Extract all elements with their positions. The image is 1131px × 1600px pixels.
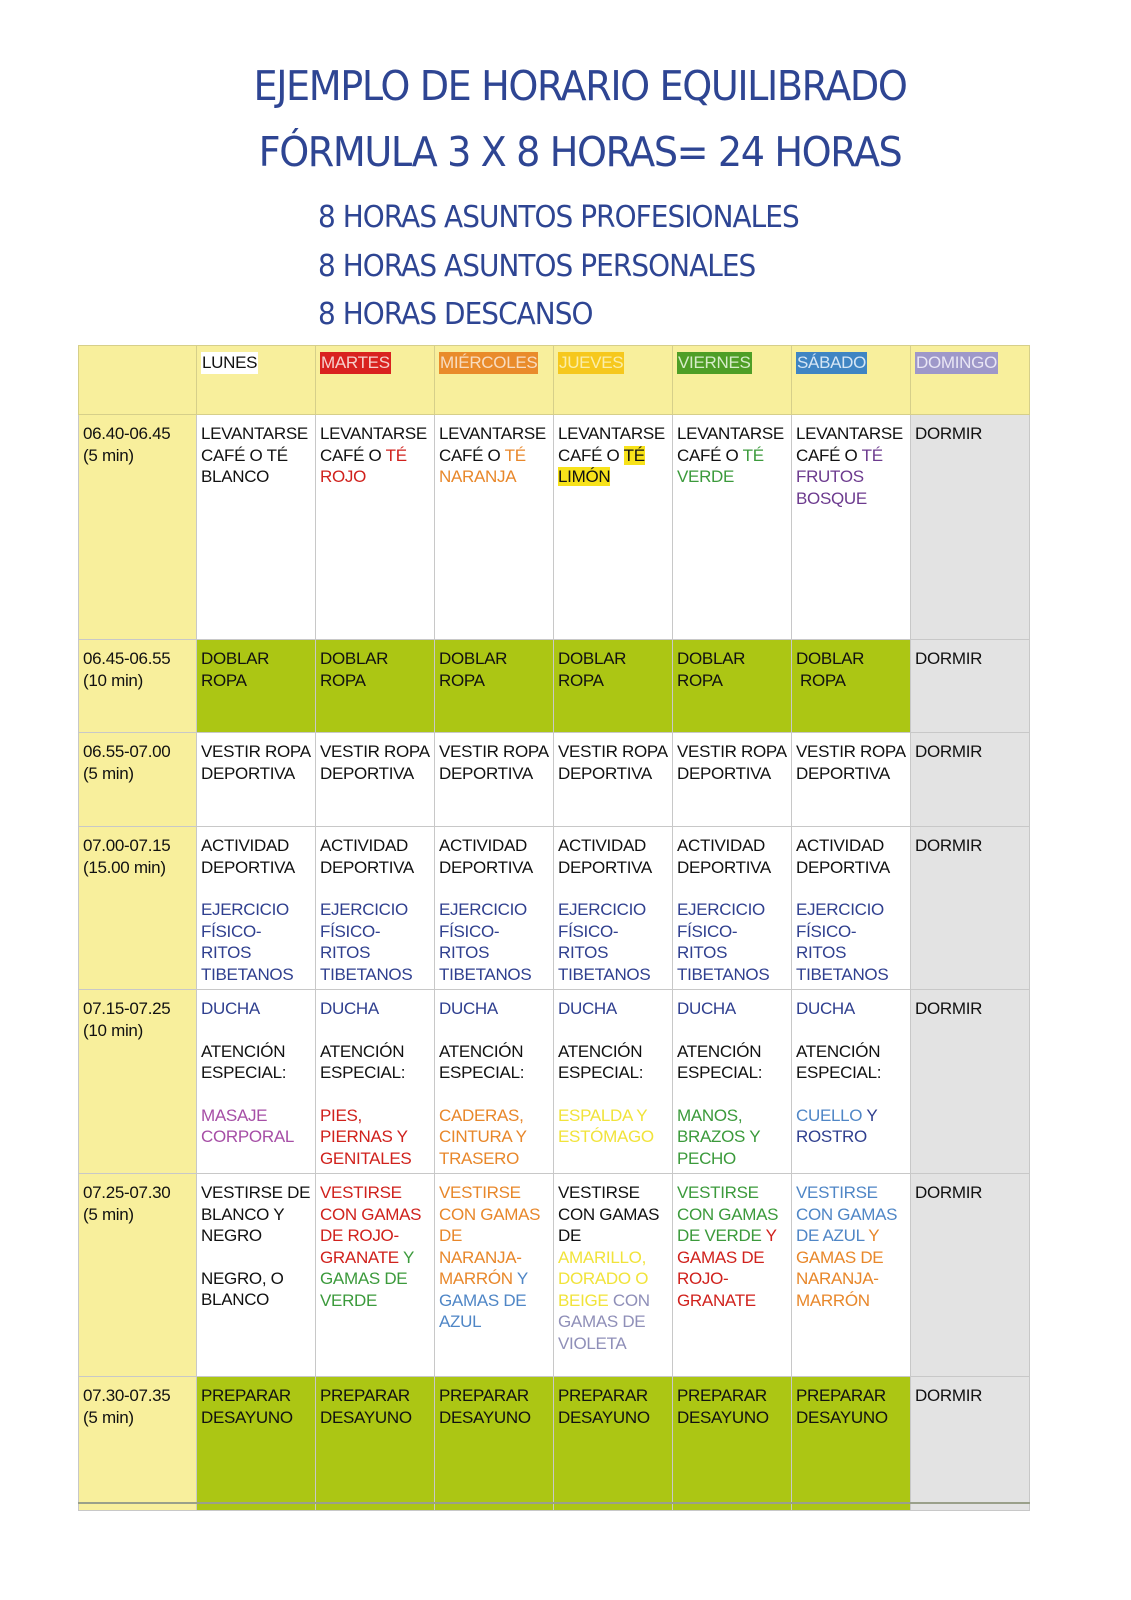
day-header-miercoles	[435, 346, 554, 415]
dress-text: BLANCO Y	[201, 1204, 285, 1224]
exercise-text: FÍSICO-RITOS	[796, 921, 857, 962]
exercise-text: EJERCICIO	[201, 900, 289, 919]
day-label: MIÉRCOLES	[440, 353, 538, 372]
dress-text: GAMAS DE	[796, 1247, 884, 1267]
activity-text: DESAYUNO	[201, 1407, 293, 1427]
activity-cell	[792, 640, 911, 733]
activity-text: CAFÉ O	[558, 445, 624, 465]
table-row	[79, 1377, 1030, 1511]
tea-type: FRUTOS	[796, 467, 864, 486]
activity-text: ROPA	[201, 670, 247, 690]
activity-cell	[554, 990, 673, 1174]
exercise-text: EJERCICIO	[796, 900, 884, 919]
activity-text: DEPORTIVA	[439, 857, 533, 877]
exercise-text: FÍSICO-RITOS	[201, 921, 262, 962]
activity-text: DOBLAR	[796, 649, 865, 668]
day-header-jueves	[554, 346, 673, 415]
dress-text: VESTIRSE	[320, 1183, 402, 1202]
dress-text: GRANATE	[320, 1247, 399, 1267]
activity-text: DESAYUNO	[677, 1407, 769, 1427]
activity-text: PREPARAR	[320, 1386, 410, 1405]
corner-cell	[79, 346, 197, 415]
day-label: DOMINGO	[916, 353, 998, 372]
focus-text: BRAZOS Y	[677, 1127, 761, 1146]
header-row	[79, 346, 1030, 415]
time-cell	[79, 990, 197, 1174]
exercise-text: FÍSICO-RITOS	[677, 921, 738, 962]
activity-cell	[554, 827, 673, 990]
tea-type: NARANJA	[439, 467, 517, 486]
focus-text: Y	[862, 1105, 878, 1125]
dress-text: VIOLETA	[558, 1333, 627, 1353]
activity-text: ROPA	[439, 670, 485, 690]
activity-cell	[316, 1377, 435, 1511]
activity-text: DEPORTIVA	[439, 763, 533, 783]
attention-text: ESPECIAL:	[320, 1063, 406, 1082]
activity-cell	[673, 1174, 792, 1377]
dress-text: AMARILLO,	[558, 1247, 646, 1267]
dress-text: CON GAMAS	[796, 1204, 898, 1224]
activity-text: LEVANTARSE	[439, 424, 546, 443]
attention-text: ATENCIÓN	[796, 1041, 881, 1061]
activity-text: ROPA	[320, 670, 366, 690]
hours-item-rest: 8 HORAS DESCANSO	[318, 297, 593, 332]
attention-text: ESPECIAL:	[439, 1063, 525, 1082]
time-cell	[79, 1377, 197, 1511]
sunday-cell: DORMIR	[911, 827, 1030, 990]
dress-text: CON GAMAS	[439, 1204, 541, 1224]
sunday-cell: DORMIR	[911, 733, 1030, 827]
table-row	[79, 1174, 1030, 1377]
activity-text: CAFÉ O	[796, 445, 862, 465]
duration: (10 min)	[83, 1020, 143, 1040]
attention-text: ATENCIÓN	[677, 1041, 762, 1061]
dress-text: NARANJA-	[796, 1269, 879, 1288]
dress-text: DE NARANJA-	[439, 1226, 522, 1267]
attention-text: ESPECIAL:	[558, 1063, 644, 1082]
dress-text: NEGRO	[201, 1226, 262, 1245]
shower-text: DUCHA	[558, 999, 617, 1018]
exercise-text: TIBETANOS	[320, 964, 413, 984]
activity-text: ACTIVIDAD	[201, 836, 289, 855]
focus-text: PIERNAS Y	[320, 1127, 408, 1146]
schedule-table	[78, 345, 1030, 1511]
time-range: 06.45-06.55	[83, 649, 171, 668]
activity-text: LEVANTARSE	[677, 424, 784, 443]
focus-text: MANOS,	[677, 1105, 743, 1125]
dress-text: DE VERDE	[677, 1226, 762, 1245]
tea-type: ROJO	[320, 467, 367, 486]
activity-cell	[435, 990, 554, 1174]
dress-text: CON GAMAS	[558, 1204, 660, 1224]
activity-text: DEPORTIVA	[796, 763, 890, 783]
shower-text: DUCHA	[677, 999, 736, 1018]
exercise-text: EJERCICIO	[677, 900, 765, 919]
focus-text: CORPORAL	[201, 1127, 295, 1146]
activity-cell	[197, 990, 316, 1174]
activity-text: DEPORTIVA	[201, 763, 295, 783]
focus-text: ESTÓMAGO	[558, 1127, 654, 1146]
duration: (10 min)	[83, 670, 143, 690]
dress-text: GRANATE	[677, 1290, 756, 1310]
activity-text: DOBLAR	[201, 649, 270, 668]
focus-text: PIES,	[320, 1105, 362, 1125]
activity-text: DEPORTIVA	[558, 763, 652, 783]
day-header-sabado	[792, 346, 911, 415]
day-header-viernes	[673, 346, 792, 415]
day-header-lunes	[197, 346, 316, 415]
dress-text: DORADO O	[558, 1269, 649, 1288]
time-cell	[79, 827, 197, 990]
activity-cell	[435, 1377, 554, 1511]
tea-type: LIMÓN	[558, 467, 611, 486]
activity-cell	[792, 415, 911, 640]
activity-text: PREPARAR	[439, 1386, 529, 1405]
attention-text: ATENCIÓN	[439, 1041, 524, 1061]
focus-text: TRASERO	[439, 1148, 520, 1168]
activity-cell	[435, 733, 554, 827]
day-header-martes	[316, 346, 435, 415]
activity-cell	[316, 1174, 435, 1377]
activity-cell	[197, 1377, 316, 1511]
dress-text: GAMAS DE	[677, 1247, 765, 1267]
dress-text: CON	[608, 1290, 650, 1310]
activity-cell	[316, 990, 435, 1174]
day-label: SÁBADO	[797, 353, 867, 372]
activity-cell	[316, 415, 435, 640]
dress-text: Y	[761, 1226, 777, 1245]
day-header-domingo	[911, 346, 1030, 415]
dress-text: CON GAMAS	[677, 1204, 779, 1224]
day-label: JUEVES	[559, 353, 624, 372]
activity-text: DOBLAR	[439, 649, 508, 668]
focus-text: CUELLO	[796, 1105, 863, 1125]
duration: (5 min)	[83, 445, 134, 465]
activity-cell	[792, 733, 911, 827]
activity-cell	[673, 415, 792, 640]
tea-text: TÉ	[266, 445, 288, 465]
activity-cell	[792, 1377, 911, 1511]
hours-item-professional: 8 HORAS ASUNTOS PROFESIONALES	[318, 200, 799, 235]
dress-text: AZUL	[439, 1312, 482, 1331]
activity-text: CAFÉ O	[320, 445, 386, 465]
activity-cell	[792, 1174, 911, 1377]
activity-cell	[435, 415, 554, 640]
time-range: 07.15-07.25	[83, 999, 171, 1018]
activity-cell	[316, 733, 435, 827]
activity-text: VESTIR ROPA	[201, 742, 311, 761]
focus-text: GENITALES	[320, 1148, 412, 1168]
activity-cell	[435, 827, 554, 990]
tea-text: TÉ	[385, 445, 407, 465]
activity-cell	[197, 640, 316, 733]
table-row	[79, 990, 1030, 1174]
activity-cell	[554, 1174, 673, 1377]
activity-text: ACTIVIDAD	[439, 836, 527, 855]
activity-text: CAFÉ O	[439, 445, 505, 465]
exercise-text: EJERCICIO	[320, 900, 408, 919]
time-cell	[79, 733, 197, 827]
activity-text: DOBLAR	[320, 649, 389, 668]
activity-cell	[792, 990, 911, 1174]
activity-text: DOBLAR	[677, 649, 746, 668]
attention-text: ATENCIÓN	[201, 1041, 286, 1061]
sunday-cell: DORMIR	[911, 640, 1030, 733]
dress-text: Y	[864, 1226, 880, 1245]
activity-text: DESAYUNO	[796, 1407, 888, 1427]
time-range: 07.00-07.15	[83, 836, 171, 855]
activity-text: LEVANTARSE	[558, 424, 665, 443]
activity-text: VESTIR ROPA	[677, 742, 787, 761]
activity-cell	[197, 733, 316, 827]
activity-cell	[554, 1377, 673, 1511]
activity-text: VESTIR ROPA	[439, 742, 549, 761]
shower-text: DUCHA	[320, 999, 379, 1018]
focus-text: MASAJE	[201, 1105, 268, 1125]
focus-text: ESPALDA Y	[558, 1105, 648, 1125]
duration: (5 min)	[83, 763, 134, 783]
activity-text: VESTIR ROPA	[796, 742, 906, 761]
dress-text: GAMAS DE	[439, 1290, 527, 1310]
tea-text: TÉ	[742, 445, 764, 465]
attention-text: ATENCIÓN	[558, 1041, 643, 1061]
activity-cell	[435, 1174, 554, 1377]
activity-text: PREPARAR	[201, 1386, 291, 1405]
activity-cell	[673, 733, 792, 827]
day-label: MARTES	[321, 353, 390, 372]
exercise-text: EJERCICIO	[558, 900, 646, 919]
attention-text: ESPECIAL:	[796, 1063, 882, 1082]
exercise-text: FÍSICO-RITOS	[558, 921, 619, 962]
activity-cell	[197, 827, 316, 990]
dress-text: MARRÓN	[796, 1290, 870, 1310]
activity-text: DEPORTIVA	[796, 857, 890, 877]
activity-cell	[554, 415, 673, 640]
table-row	[79, 415, 1030, 640]
activity-text: PREPARAR	[677, 1386, 767, 1405]
activity-text: ROPA	[558, 670, 604, 690]
exercise-text: TIBETANOS	[558, 964, 651, 984]
activity-cell	[316, 827, 435, 990]
sunday-cell: DORMIR	[911, 1174, 1030, 1377]
duration: (15.00 min)	[83, 857, 166, 877]
time-range: 06.55-07.00	[83, 742, 171, 761]
activity-cell	[673, 990, 792, 1174]
time-range: 07.30-07.35	[83, 1386, 171, 1405]
exercise-text: TIBETANOS	[796, 964, 889, 984]
time-cell	[79, 640, 197, 733]
activity-cell	[673, 640, 792, 733]
activity-text: DEPORTIVA	[677, 763, 771, 783]
focus-text: CADERAS,	[439, 1105, 524, 1125]
activity-text: VESTIR ROPA	[558, 742, 668, 761]
duration: (5 min)	[83, 1204, 134, 1224]
page-title: EJEMPLO DE HORARIO EQUILIBRADO	[253, 62, 907, 110]
dress-text: DE	[558, 1226, 582, 1245]
focus-text: ROSTRO	[796, 1127, 867, 1146]
activity-text: DEPORTIVA	[201, 857, 295, 877]
shower-text: DUCHA	[796, 999, 855, 1018]
dress-text: DE AZUL	[796, 1226, 865, 1245]
activity-text: DOBLAR	[558, 649, 627, 668]
table-row	[79, 640, 1030, 733]
dress-text: VERDE	[320, 1290, 378, 1310]
sunday-cell: DORMIR	[911, 1377, 1030, 1511]
sunday-cell: DORMIR	[911, 990, 1030, 1174]
dress-text: VESTIRSE DE	[201, 1183, 311, 1202]
activity-text: PREPARAR	[558, 1386, 648, 1405]
activity-text: DEPORTIVA	[677, 857, 771, 877]
dress-text: BLANCO	[201, 1290, 270, 1309]
activity-text: DEPORTIVA	[320, 857, 414, 877]
activity-cell	[554, 733, 673, 827]
activity-text: DEPORTIVA	[558, 857, 652, 877]
hours-item-personal: 8 HORAS ASUNTOS PERSONALES	[318, 249, 756, 284]
duration: (5 min)	[83, 1407, 134, 1427]
time-cell	[79, 415, 197, 640]
activity-text: DESAYUNO	[439, 1407, 531, 1427]
activity-cell	[673, 1377, 792, 1511]
activity-cell	[435, 640, 554, 733]
dress-text: VESTIRSE	[796, 1183, 878, 1202]
attention-text: ATENCIÓN	[320, 1041, 405, 1061]
tea-text: TÉ	[861, 445, 883, 465]
activity-cell	[792, 827, 911, 990]
time-range: 07.25-07.30	[83, 1183, 171, 1202]
activity-text: DESAYUNO	[320, 1407, 412, 1427]
activity-text: LEVANTARSE	[201, 424, 308, 443]
activity-text: ACTIVIDAD	[320, 836, 408, 855]
dress-text: Y	[398, 1247, 414, 1267]
dress-text: MARRÓN	[439, 1269, 513, 1288]
dress-text: BEIGE	[558, 1290, 609, 1310]
tea-text: TÉ	[623, 445, 645, 465]
activity-text: VESTIR ROPA	[320, 742, 430, 761]
tea-type: BOSQUE	[796, 488, 867, 508]
activity-cell	[316, 640, 435, 733]
tea-type: BLANCO	[201, 467, 270, 486]
table-row	[79, 733, 1030, 827]
activity-cell	[673, 827, 792, 990]
exercise-text: TIBETANOS	[677, 964, 770, 984]
exercise-text: EJERCICIO	[439, 900, 527, 919]
attention-text: ESPECIAL:	[677, 1063, 763, 1082]
exercise-text: TIBETANOS	[439, 964, 532, 984]
formula-subtitle: FÓRMULA 3 X 8 HORAS= 24 HORAS	[258, 128, 902, 176]
activity-text: LEVANTARSE	[796, 424, 903, 443]
activity-cell	[554, 640, 673, 733]
focus-text: PECHO	[677, 1148, 736, 1168]
dress-text: GAMAS DE	[558, 1312, 646, 1331]
table-bottom-border	[78, 1502, 1030, 1504]
dress-text: GAMAS DE	[320, 1269, 408, 1288]
tea-text: TÉ	[504, 445, 526, 465]
shower-text: DUCHA	[439, 999, 498, 1018]
tea-type: VERDE	[677, 467, 735, 486]
dress-text: VESTIRSE	[558, 1183, 640, 1202]
shower-text: DUCHA	[201, 999, 260, 1018]
exercise-text: FÍSICO-RITOS	[320, 921, 381, 962]
exercise-text: FÍSICO-RITOS	[439, 921, 500, 962]
activity-text: PREPARAR	[796, 1386, 886, 1405]
activity-text: DESAYUNO	[558, 1407, 650, 1427]
sunday-cell: DORMIR	[911, 415, 1030, 640]
day-label: LUNES	[202, 353, 258, 372]
activity-text: CAFÉ O	[201, 445, 267, 465]
activity-text: ACTIVIDAD	[558, 836, 646, 855]
activity-text: ACTIVIDAD	[677, 836, 765, 855]
dress-text: DE ROJO-	[320, 1226, 399, 1245]
activity-text: ROPA	[677, 670, 723, 690]
dress-text: Y	[512, 1269, 528, 1288]
activity-text: LEVANTARSE	[320, 424, 427, 443]
activity-cell	[197, 415, 316, 640]
activity-text: ROPA	[800, 670, 846, 690]
time-cell	[79, 1174, 197, 1377]
focus-text: CINTURA Y	[439, 1127, 527, 1146]
dress-text: NEGRO, O	[201, 1268, 284, 1288]
exercise-text: TIBETANOS	[201, 964, 294, 984]
activity-cell	[197, 1174, 316, 1377]
dress-text: VESTIRSE	[439, 1183, 521, 1202]
day-label: VIERNES	[678, 353, 751, 372]
dress-text: ROJO-	[677, 1269, 729, 1288]
activity-text: ACTIVIDAD	[796, 836, 884, 855]
table-row	[79, 827, 1030, 990]
dress-text: CON GAMAS	[320, 1204, 422, 1224]
time-range: 06.40-06.45	[83, 424, 171, 443]
dress-text: VESTIRSE	[677, 1183, 759, 1202]
activity-text: CAFÉ O	[677, 445, 743, 465]
activity-text: DEPORTIVA	[320, 763, 414, 783]
attention-text: ESPECIAL:	[201, 1063, 287, 1082]
